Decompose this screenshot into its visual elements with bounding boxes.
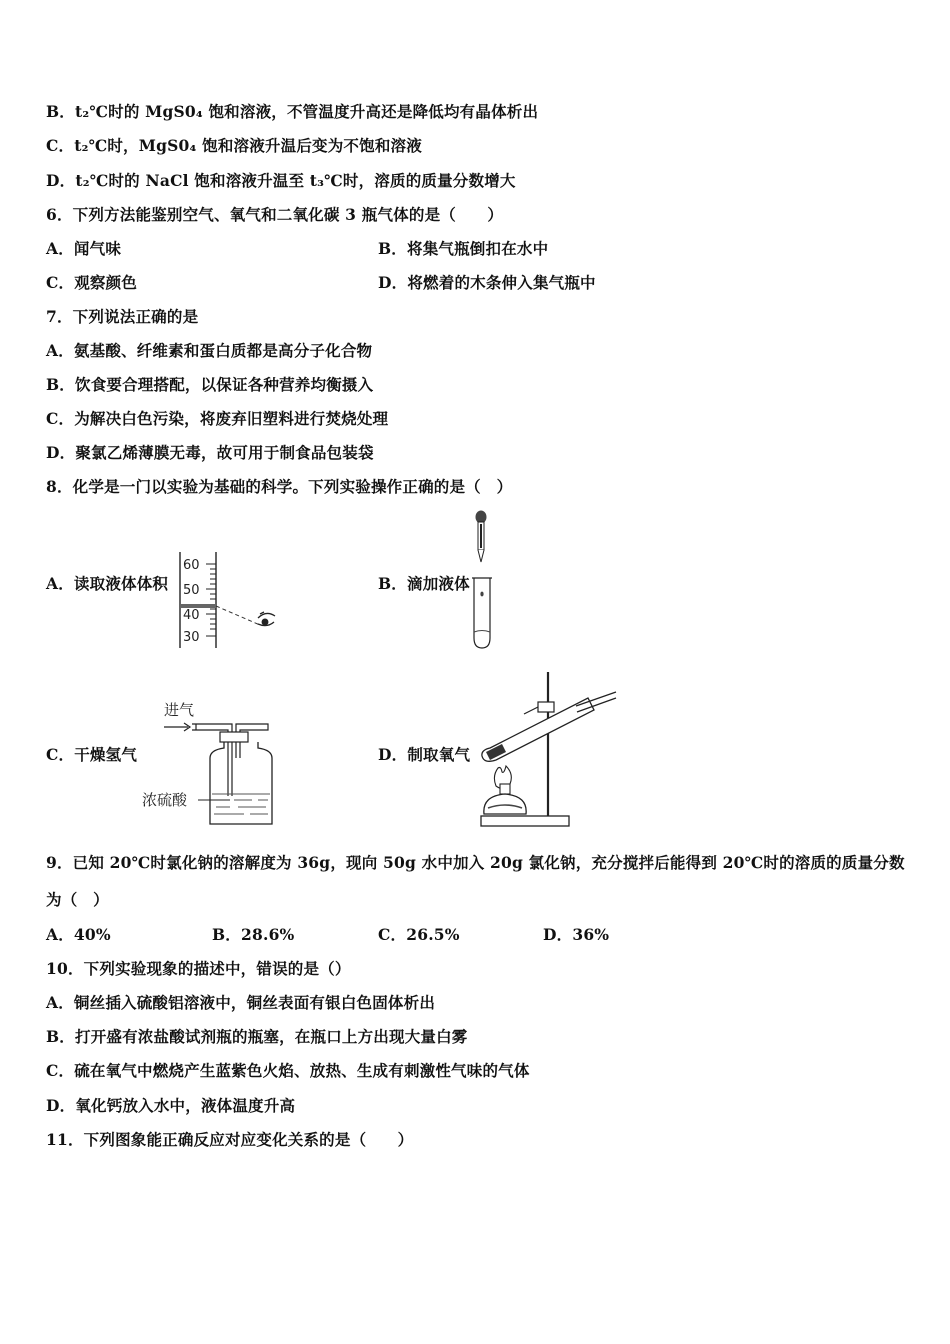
bottle xyxy=(210,742,272,824)
acid-label: 浓硫酸 xyxy=(142,791,188,809)
q8-option-c: C．干燥氢气 xyxy=(46,745,138,764)
q6-option-c: C．观察颜色 xyxy=(46,273,138,292)
q7-option-c: C．为解决白色污染，将废弃旧塑料进行焚烧处理 xyxy=(46,409,389,428)
oxygen-preparation-figure xyxy=(476,668,621,830)
tick-label-60: 60 xyxy=(183,558,200,573)
q10-option-d: D．氧化钙放入水中，液体温度升高 xyxy=(46,1096,296,1115)
tick-label-40: 40 xyxy=(183,608,200,623)
q9-option-a: A．40% xyxy=(46,925,111,944)
dropper-icon xyxy=(476,511,487,563)
graduated-cylinder-figure xyxy=(172,550,282,650)
q6-option-d: D．将燃着的木条伸入集气瓶中 xyxy=(378,273,596,292)
q8-option-a: A．读取液体体积 xyxy=(46,574,169,593)
q8-stem: 8．化学是一门以实验为基础的科学。下列实验操作正确的是（ ） xyxy=(46,477,513,496)
q8-option-d: D．制取氧气 xyxy=(378,745,471,764)
q7-option-a: A．氨基酸、纤维素和蛋白质都是高分子化合物 xyxy=(46,341,373,360)
alcohol-lamp-icon xyxy=(484,766,526,814)
stopper xyxy=(220,732,248,742)
q10-option-b: B．打开盛有浓盐酸试剂瓶的瓶塞，在瓶口上方出现大量白雾 xyxy=(46,1027,468,1046)
delivery-tube xyxy=(576,692,616,706)
q7-option-b: B．饮食要合理搭配，以保证各种营养均衡摄入 xyxy=(46,375,374,394)
q10-option-a: A．铜丝插入硫酸铝溶液中，铜丝表面有银白色固体析出 xyxy=(46,993,436,1012)
q8-option-b: B．滴加液体 xyxy=(378,574,470,593)
q9-option-d: D．36% xyxy=(543,925,610,944)
test-tube-clamp xyxy=(524,702,554,714)
inlet-label: 进气 xyxy=(164,701,195,719)
sight-line xyxy=(216,606,260,625)
test-tube-icon xyxy=(472,578,492,648)
stand-base xyxy=(481,816,569,826)
q9-stem-line2: 为（ ） xyxy=(46,890,109,909)
q5-option-d: D．t₂℃时的 NaCl 饱和溶液升温至 t₃℃时，溶质的质量分数增大 xyxy=(46,171,516,190)
q5-option-b: B．t₂℃时的 MgS0₄ 饱和溶液，不管温度升高还是降低均有晶体析出 xyxy=(46,102,539,121)
eye-icon xyxy=(258,612,275,626)
q10-option-c: C．硫在氧气中燃烧产生蓝紫色火焰、放热、生成有刺激性气味的气体 xyxy=(46,1061,530,1080)
q9-option-b: B．28.6% xyxy=(212,925,295,944)
tick-label-50: 50 xyxy=(183,583,200,598)
tick-label-30: 30 xyxy=(183,630,200,645)
dropper-test-tube-figure xyxy=(465,508,505,653)
q7-stem: 7．下列说法正确的是 xyxy=(46,307,199,326)
q9-stem-line1: 9．已知 20℃时氯化钠的溶解度为 36g，现向 50g 水中加入 20g 氯化钠，充分搅拌后能得到 20℃时的溶质的质量分数 xyxy=(46,853,905,872)
q5-option-c: C．t₂℃时，MgS0₄ 饱和溶液升温后变为不饱和溶液 xyxy=(46,136,422,155)
q6-option-b: B．将集气瓶倒扣在水中 xyxy=(378,239,549,258)
q9-option-c: C．26.5% xyxy=(378,925,460,944)
q10-stem: 10．下列实验现象的描述中，错误的是（） xyxy=(46,959,351,978)
liquid-meniscus xyxy=(180,604,216,608)
q11-stem: 11．下列图象能正确反应对应变化关系的是（ ） xyxy=(46,1130,414,1149)
q6-option-a: A．闻气味 xyxy=(46,239,122,258)
q6-stem: 6．下列方法能鉴别空气、氧气和二氧化碳 3 瓶气体的是（ ） xyxy=(46,205,504,224)
q7-option-d: D．聚氯乙烯薄膜无毒，故可用于制食品包装袋 xyxy=(46,443,374,462)
gas-washing-bottle-figure xyxy=(140,698,275,830)
